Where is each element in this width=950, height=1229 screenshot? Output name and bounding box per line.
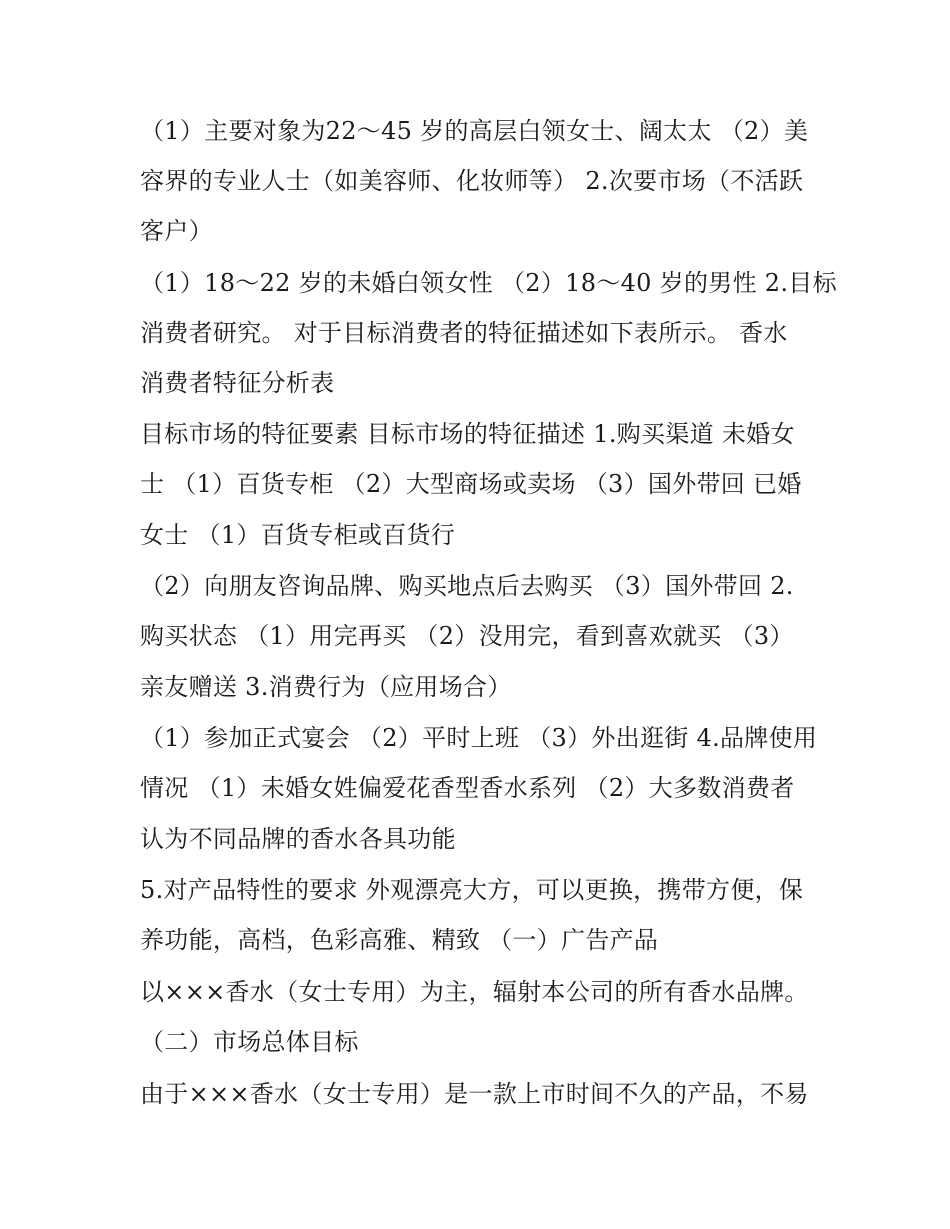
text-line: 认为不同品牌的香水各具功能 bbox=[140, 825, 456, 853]
text-line: 情况 （1）未婚女姓偏爱花香型香水系列 （2）大多数消费者 bbox=[140, 774, 795, 802]
text-line: 消费者特征分析表 bbox=[140, 369, 335, 397]
text-line: 以×××香水（女士专用）为主，辐射本公司的所有香水品牌。 bbox=[140, 978, 809, 1006]
text-line: 客户） bbox=[140, 217, 213, 245]
text-line: 目标市场的特征要素 目标市场的特征描述 1.购买渠道 未婚女 bbox=[140, 420, 795, 448]
text-line: （二）市场总体目标 bbox=[140, 1028, 359, 1056]
text-line: 亲友赠送 3.消费行为（应用场合） bbox=[140, 673, 512, 701]
text-line: 士 （1）百货专柜 （2）大型商场或卖场 （3）国外带回 已婚 bbox=[140, 470, 802, 498]
text-line: 购买状态 （1）用完再买 （2）没用完，看到喜欢就买 （3） bbox=[140, 622, 794, 650]
text-line: 容界的专业人士（如美容师、化妆师等） 2.次要市场（不活跃 bbox=[140, 167, 804, 195]
text-line: （2）向朋友咨询品牌、购买地点后去购买 （3）国外带回 2. bbox=[140, 572, 794, 600]
text-line: （1）参加正式宴会 （2）平时上班 （3）外出逛街 4.品牌使用 bbox=[140, 724, 818, 752]
text-line: （1）主要对象为22～45 岁的高层白领女士、阔太太 （2）美 bbox=[140, 117, 809, 145]
text-line: 养功能，高档，色彩高雅、精致 （一）广告产品 bbox=[140, 926, 659, 954]
text-line: （1）18～22 岁的未婚白领女性 （2）18～40 岁的男性 2.目标 bbox=[140, 269, 837, 297]
text-line: 由于×××香水（女士专用）是一款上市时间不久的产品，不易 bbox=[140, 1080, 809, 1108]
text-line: 5.对产品特性的要求 外观漂亮大方，可以更换，携带方便，保 bbox=[140, 876, 804, 904]
text-line: 女士 （1）百货专柜或百货行 bbox=[140, 521, 456, 549]
text-line: 消费者研究。 对于目标消费者的特征描述如下表所示。 香水 bbox=[140, 319, 788, 347]
